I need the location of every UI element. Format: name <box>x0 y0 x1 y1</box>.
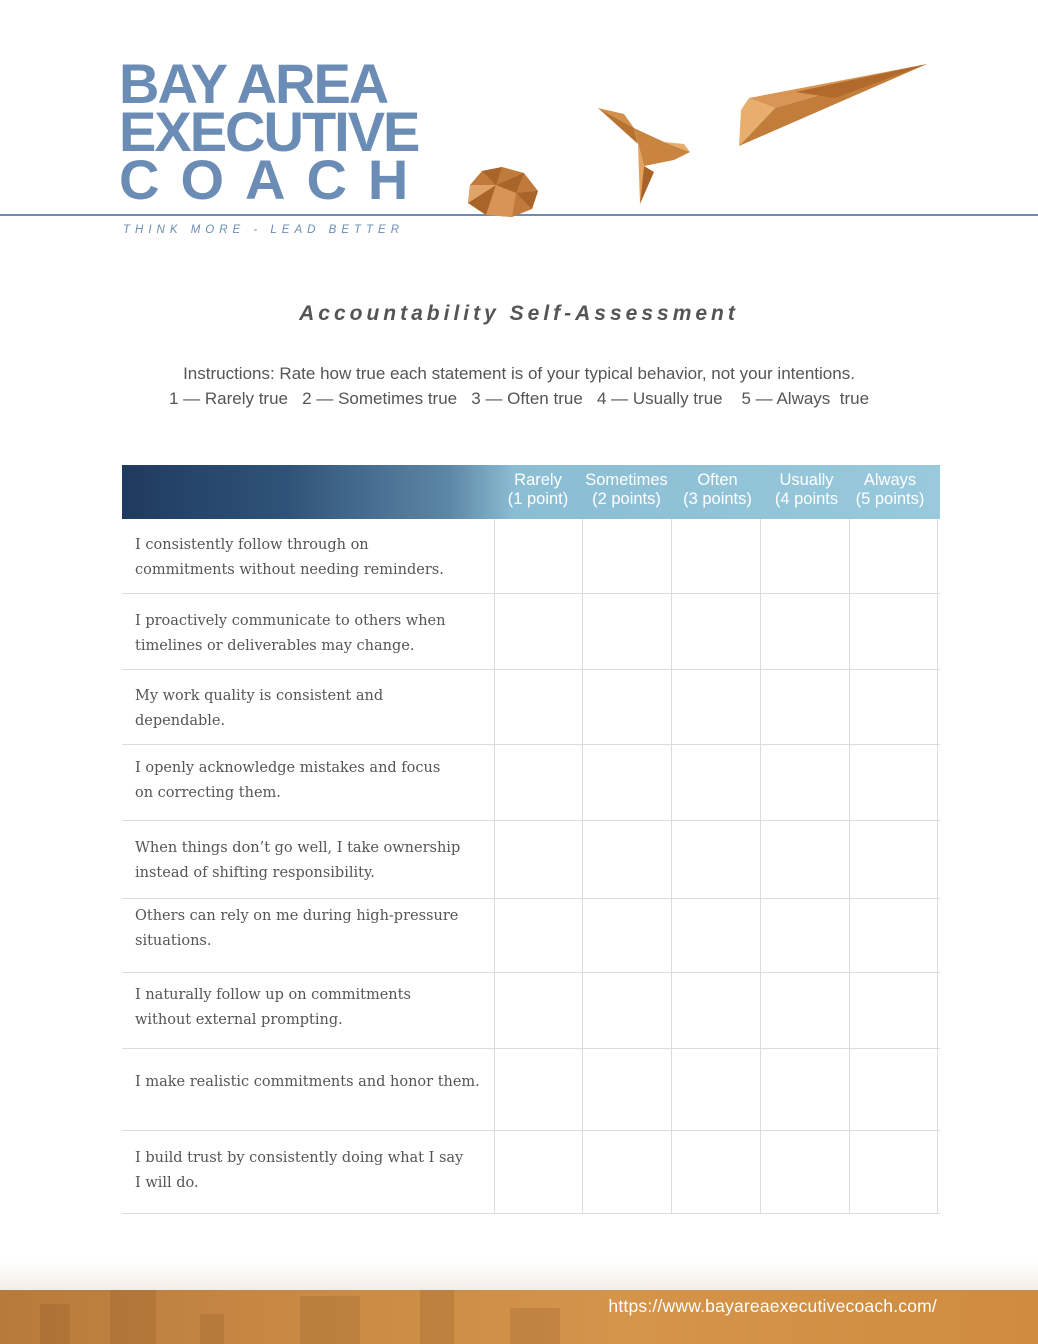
statement-line: When things don’t go well, I take ownership <box>135 840 461 856</box>
rating-cell-3[interactable] <box>671 899 760 972</box>
statement-line: I proactively communicate to others when <box>135 613 446 629</box>
rating-cell-2[interactable] <box>582 821 671 898</box>
skyline-building <box>510 1308 560 1344</box>
statement-line: I naturally follow up on commitments <box>135 987 411 1003</box>
footer-fade <box>0 1262 1038 1290</box>
rating-cell-1[interactable] <box>494 973 582 1048</box>
column-points: (5 points) <box>855 490 925 508</box>
instructions-text: Instructions: Rate how true each statement is of your typical behavior, not your intentions. <box>183 364 855 383</box>
statement-line: I consistently follow through on <box>135 537 369 553</box>
website-link[interactable]: https://www.bayareaexecutivecoach.com/ <box>608 1296 937 1316</box>
column-header-always <box>850 471 930 509</box>
column-header-often <box>672 471 763 509</box>
column-header-rarely <box>495 471 581 509</box>
statement-line: I will do. <box>135 1174 199 1191</box>
document-title: Accountability Self-Assessment <box>299 302 739 325</box>
column-points: (2 points) <box>592 490 661 508</box>
rating-cell-1[interactable] <box>494 745 582 820</box>
statement-text <box>135 836 485 885</box>
column-points: (3 points) <box>683 490 752 508</box>
statement-text <box>135 904 485 953</box>
rating-cell-5[interactable] <box>849 1049 938 1130</box>
skyline-building <box>420 1290 454 1344</box>
skyline-building <box>110 1290 156 1344</box>
logo-line-1: BAY AREA <box>119 52 388 115</box>
column-name: Usually <box>779 471 834 489</box>
statement-line: Others can rely on me during high-pressure <box>135 908 459 924</box>
statement-text <box>135 684 485 733</box>
crumpled-paper-icon <box>462 163 542 219</box>
rating-cell-5[interactable] <box>849 594 938 669</box>
rating-cell-3[interactable] <box>671 1131 760 1213</box>
rating-cell-3[interactable] <box>671 670 760 744</box>
statement-line: My work quality is consistent and <box>135 688 384 704</box>
skyline-building <box>200 1314 224 1344</box>
rating-cell-5[interactable] <box>849 821 938 898</box>
table-row <box>122 594 940 670</box>
column-points: (1 point) <box>507 490 569 508</box>
rating-cell-3[interactable] <box>671 594 760 669</box>
rating-cell-4[interactable] <box>760 1049 849 1130</box>
table-row <box>122 519 940 594</box>
rating-cell-1[interactable] <box>494 1131 582 1213</box>
rating-cell-2[interactable] <box>582 1131 671 1213</box>
statement-line: dependable. <box>135 712 226 729</box>
origami-bird-icon <box>594 104 694 210</box>
rating-cell-2[interactable] <box>582 1049 671 1130</box>
skyline-building <box>40 1304 70 1344</box>
table-header <box>122 465 940 519</box>
tagline: THINK MORE - LEAD BETTER <box>123 224 405 236</box>
rating-cell-2[interactable] <box>582 594 671 669</box>
statement-line: timelines or deliverables may change. <box>135 637 415 654</box>
rating-cell-4[interactable] <box>760 973 849 1048</box>
rating-cell-5[interactable] <box>849 1131 938 1213</box>
skyline-building <box>300 1296 360 1344</box>
rating-cell-4[interactable] <box>760 745 849 820</box>
statement-text <box>135 756 485 805</box>
rating-cell-2[interactable] <box>582 973 671 1048</box>
table-row <box>122 1049 940 1131</box>
statement-text <box>135 609 485 658</box>
table-row <box>122 745 940 821</box>
rating-cell-5[interactable] <box>849 973 938 1048</box>
rating-cell-4[interactable] <box>760 899 849 972</box>
table-row <box>122 1131 940 1214</box>
logo-line-3: COACH <box>119 148 430 211</box>
table-row <box>122 973 940 1049</box>
statement-line: on correcting them. <box>135 784 281 801</box>
table-row <box>122 821 940 899</box>
rating-cell-1[interactable] <box>494 899 582 972</box>
statement-line: I make realistic commitments and honor them. <box>135 1074 480 1090</box>
column-name: Always <box>863 471 917 489</box>
rating-cell-5[interactable] <box>849 745 938 820</box>
column-header-usually <box>762 471 851 509</box>
logo-line-2: EXECUTIVE <box>119 100 419 163</box>
assessment-table <box>122 465 940 1214</box>
footer-banner <box>0 1290 1038 1344</box>
rating-cell-3[interactable] <box>671 1049 760 1130</box>
rating-cell-1[interactable] <box>494 1049 582 1130</box>
rating-cell-1[interactable] <box>494 519 582 593</box>
table-row <box>122 899 940 973</box>
company-logo <box>119 52 430 211</box>
statement-text <box>135 1070 485 1095</box>
rating-cell-3[interactable] <box>671 519 760 593</box>
rating-cell-2[interactable] <box>582 670 671 744</box>
statement-line: without external prompting. <box>135 1011 343 1028</box>
table-row <box>122 670 940 745</box>
statement-text <box>135 533 485 582</box>
statement-text <box>135 1146 485 1195</box>
statement-line: I openly acknowledge mistakes and focus <box>135 760 441 776</box>
statement-line: instead of shifting responsibility. <box>135 864 375 881</box>
rating-cell-2[interactable] <box>582 519 671 593</box>
rating-cell-5[interactable] <box>849 670 938 744</box>
rating-cell-5[interactable] <box>849 519 938 593</box>
rating-cell-1[interactable] <box>494 594 582 669</box>
rating-cell-1[interactable] <box>494 821 582 898</box>
statement-line: commitments without needing reminders. <box>135 561 444 578</box>
column-name: Rarely <box>514 471 562 489</box>
rating-cell-4[interactable] <box>760 519 849 593</box>
rating-cell-4[interactable] <box>760 821 849 898</box>
rating-cell-1[interactable] <box>494 670 582 744</box>
rating-cell-4[interactable] <box>760 1131 849 1213</box>
rating-cell-4[interactable] <box>760 594 849 669</box>
column-name: Often <box>697 471 738 489</box>
column-name: Sometimes <box>585 471 668 489</box>
column-header-sometimes <box>582 471 671 509</box>
statement-line: I build trust by consistently doing what I say <box>135 1150 464 1166</box>
rating-cell-2[interactable] <box>582 745 671 820</box>
rating-cell-3[interactable] <box>671 821 760 898</box>
paper-airplane-icon <box>735 62 930 148</box>
statement-text <box>135 983 485 1032</box>
rating-cell-5[interactable] <box>849 899 938 972</box>
statement-line: situations. <box>135 932 212 949</box>
column-points: (4 points <box>774 490 839 508</box>
rating-scale: 1 — Rarely true 2 — Sometimes true 3 — Often true 4 — Usually true 5 — Always true <box>168 389 870 408</box>
rating-cell-2[interactable] <box>582 899 671 972</box>
rating-cell-3[interactable] <box>671 745 760 820</box>
instructions <box>0 361 1038 411</box>
rating-cell-4[interactable] <box>760 670 849 744</box>
rating-cell-3[interactable] <box>671 973 760 1048</box>
